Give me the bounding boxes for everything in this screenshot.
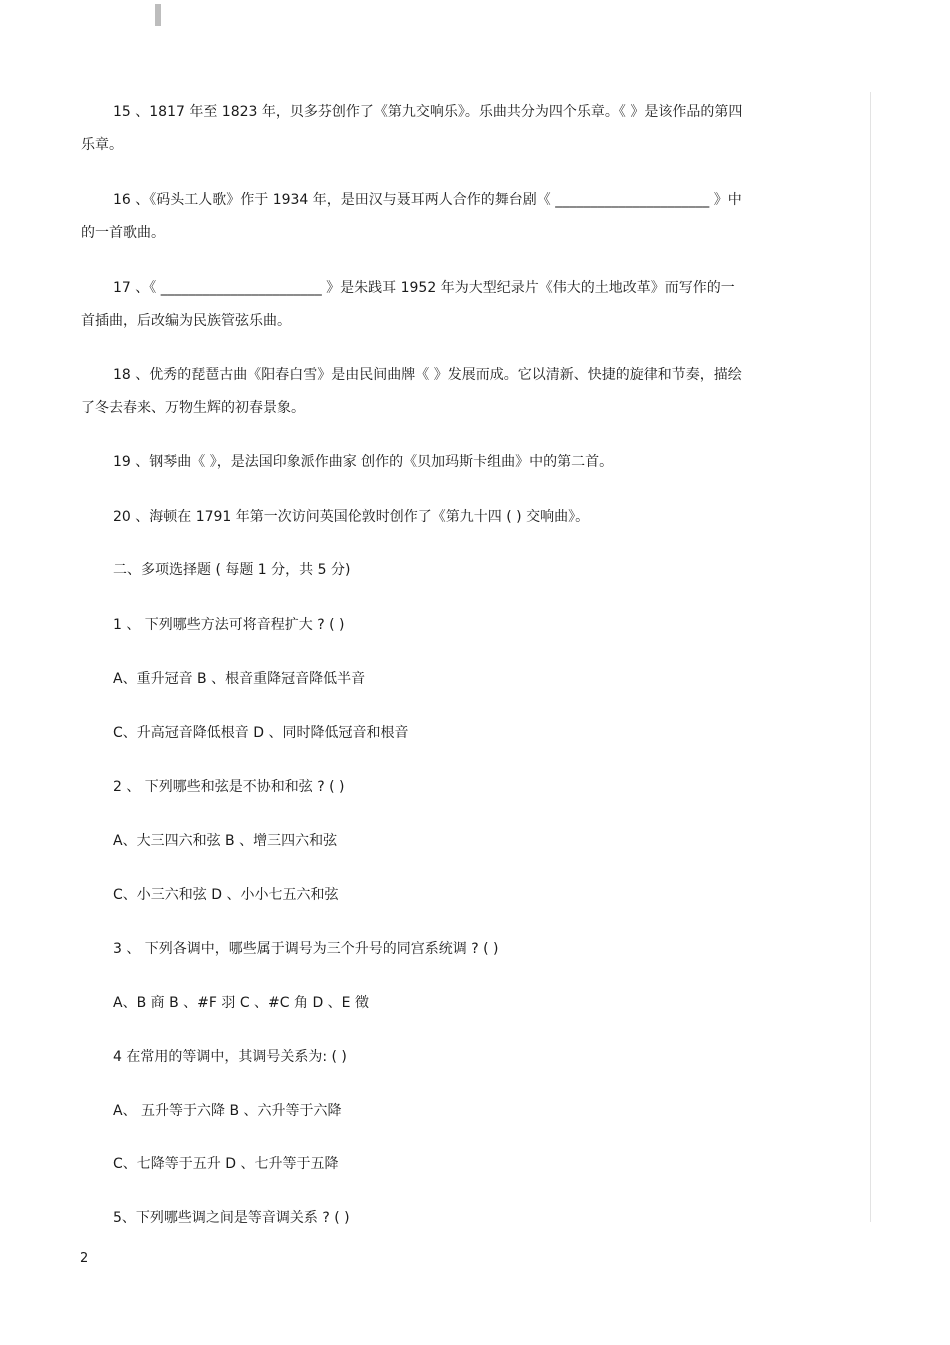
- question-16-line-2: 的一首歌曲。: [81, 225, 165, 241]
- question-17-line-2: 首插曲，后改编为民族管弦乐曲。: [81, 313, 291, 329]
- question-17-line-1: 17 、《 _______________________ 》是朱践耳 1952 年为大型纪录片《伟大的土地改革》而写作的一: [113, 280, 735, 296]
- page-edge-rule: [870, 92, 871, 1222]
- mc-question-1-options-ab: A、重升冠音 B 、根音重降冠音降低半音: [113, 671, 366, 687]
- mc-question-2-options-ab: A、大三四六和弦 B 、增三四六和弦: [113, 833, 338, 849]
- question-19: 19 、钢琴曲《 》，是法国印象派作曲家 创作的《贝加玛斯卡组曲》中的第二首。: [113, 454, 614, 470]
- mc-question-3: 3 、 下列各调中，哪些属于调号为三个升号的同宫系统调 ? ( ): [113, 941, 499, 957]
- question-15-line-2: 乐章。: [81, 137, 123, 153]
- question-18-line-2: 了冬去春来、万物生辉的初春景象。: [81, 400, 305, 416]
- question-16-line-1: 16 、《码头工人歌》作于 1934 年，是田汉与聂耳两人合作的舞台剧《 ______________________ 》中: [113, 192, 742, 208]
- mc-question-3-options: A、B 商 B 、#F 羽 C 、#C 角 D 、E 徵: [113, 995, 369, 1011]
- mc-question-4-options-cd: C、七降等于五升 D 、七升等于五降: [113, 1156, 339, 1172]
- mc-question-4: 4 在常用的等调中，其调号关系为: ( ): [113, 1049, 347, 1065]
- mc-question-5: 5、下列哪些调之间是等音调关系 ? ( ): [113, 1210, 350, 1226]
- mc-question-4-options-ab: A、 五升等于六降 B 、六升等于六降: [113, 1103, 342, 1119]
- scan-mark: [155, 4, 161, 26]
- mc-question-1-options-cd: C、升高冠音降低根音 D 、同时降低冠音和根音: [113, 725, 409, 741]
- mc-question-2: 2 、 下列哪些和弦是不协和和弦 ? ( ): [113, 779, 345, 795]
- question-15-line-1: 15 、1817 年至 1823 年，贝多芬创作了《第九交响乐》。乐曲共分为四个乐章。《 》是该作品的第四: [113, 104, 743, 120]
- section-title: 二、多项选择题 ( 每题 1 分，共 5 分): [113, 562, 351, 578]
- mc-question-1: 1 、 下列哪些方法可将音程扩大 ? ( ): [113, 617, 345, 633]
- question-18-line-1: 18 、优秀的琵琶古曲《阳春白雪》是由民间曲牌《 》发展而成。它以清新、快捷的旋律和节奏，描绘: [113, 367, 742, 383]
- page-number: 2: [80, 1251, 89, 1266]
- mc-question-2-options-cd: C、小三六和弦 D 、小小七五六和弦: [113, 887, 339, 903]
- question-20: 20 、海顿在 1791 年第一次访问英国伦敦时创作了《第九十四 ( ) 交响曲》。: [113, 509, 590, 525]
